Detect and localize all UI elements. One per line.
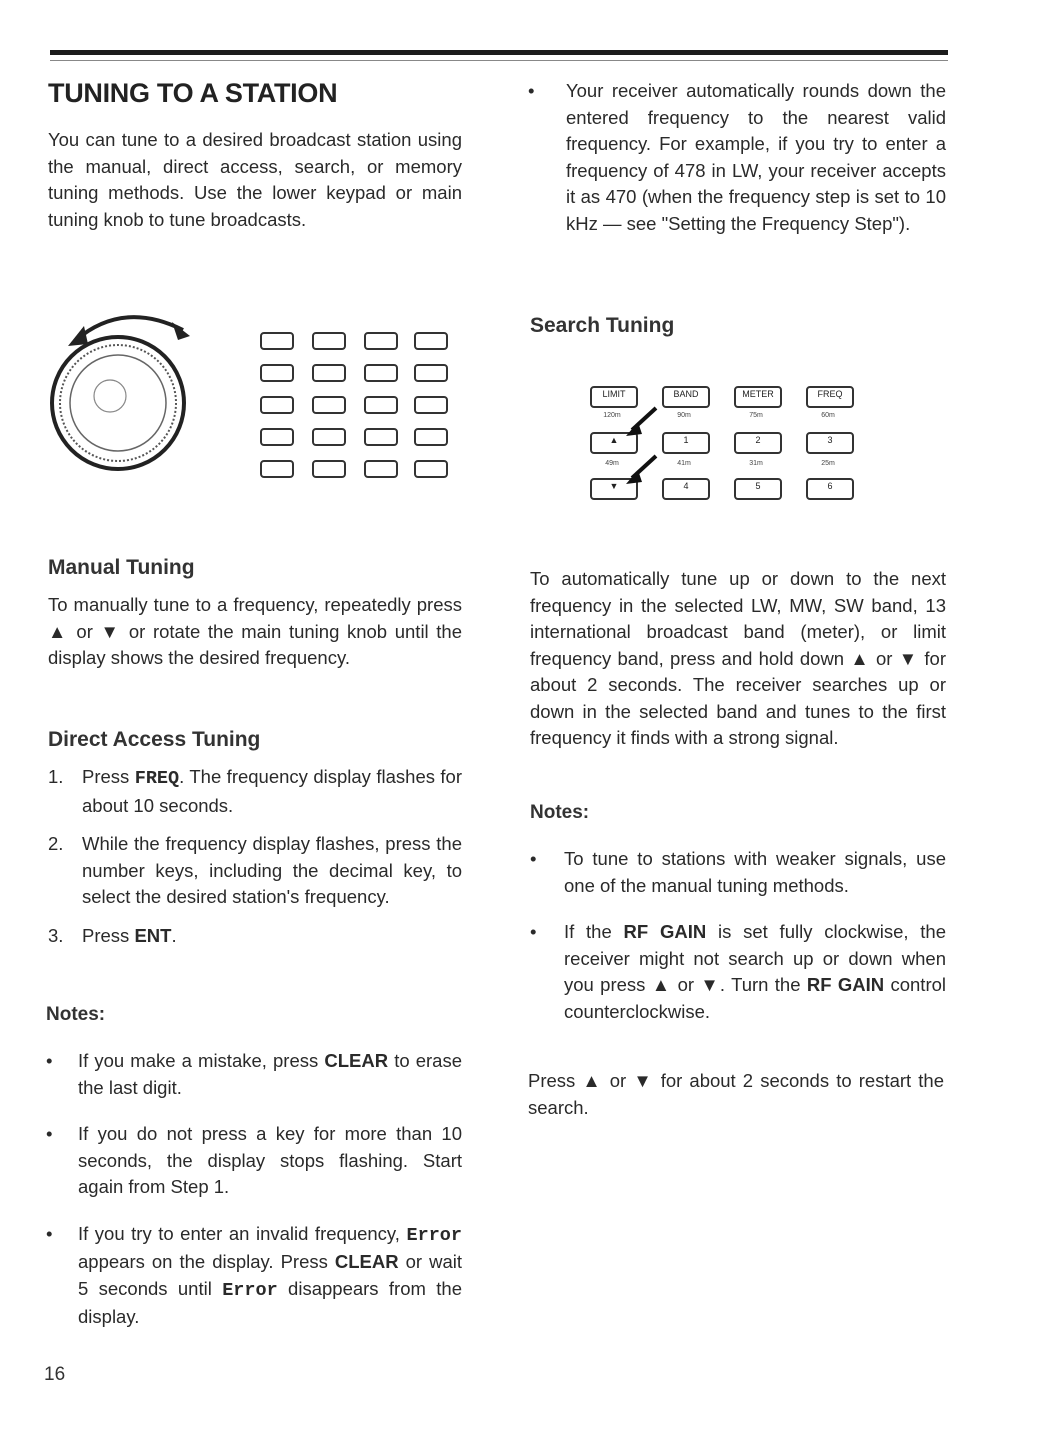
- note-item: [46, 1121, 462, 1201]
- up-arrow-icon: ▲: [609, 435, 619, 445]
- mini-key-2: [364, 364, 398, 382]
- note-text: If you make a mistake, press: [78, 1050, 325, 1071]
- clear-key-label: CLEAR: [334, 1251, 399, 1272]
- note-text: appears on the display. Press: [78, 1251, 335, 1272]
- step-text: . The frequency display flashes for about 10 seconds.: [82, 766, 462, 816]
- mini-key-up: [260, 364, 294, 382]
- direct-access-section: [48, 728, 462, 961]
- note-text: disappears from the display.: [78, 1277, 462, 1327]
- step-text: While the frequency display flashes, press the number keys, including the decimal key, to select the desired station's frequency.: [82, 833, 462, 907]
- band-label: 90m: [677, 412, 691, 419]
- band-label: 75m: [749, 412, 763, 419]
- band-label: 41m: [677, 460, 691, 467]
- freq-key-label: FREQ: [134, 768, 180, 789]
- key-down: [590, 478, 638, 500]
- search-tuning-heading: Search Tuning: [530, 314, 675, 337]
- step-number: 2.: [48, 833, 64, 854]
- mini-key-3: [414, 364, 448, 382]
- key-limit: [590, 386, 638, 408]
- left-notes-heading: Notes:: [46, 1004, 106, 1025]
- right-notes-section: [530, 802, 946, 1045]
- search-keypad-figure: [586, 378, 866, 508]
- band-label: 60m: [821, 412, 835, 419]
- mini-key-limit: [260, 332, 294, 350]
- page-number: 16: [44, 1364, 66, 1385]
- manual-tuning-text: To manually tune to a frequency, repeatedly press ▲ or ▼ or rotate the main tuning knob until the display shows the desired frequency.: [48, 594, 462, 668]
- note-item: [528, 78, 946, 237]
- key-5: [734, 478, 782, 500]
- key-label: 6: [827, 481, 833, 491]
- mini-key-1: [312, 364, 346, 382]
- right-notes-heading: Notes:: [530, 802, 590, 823]
- note-item: [530, 846, 946, 899]
- direct-access-steps: [48, 764, 462, 949]
- left-notes-list: [46, 1048, 462, 1331]
- mini-key-decimal: [364, 460, 398, 478]
- band-label: 120m: [603, 412, 621, 419]
- key-meter: [734, 386, 782, 408]
- note-text: If the: [564, 921, 624, 942]
- mini-key-6: [414, 396, 448, 414]
- key-label: 3: [827, 435, 833, 445]
- key-freq: [806, 386, 854, 408]
- mini-key-freq: [414, 332, 448, 350]
- step-number: 3.: [48, 924, 64, 946]
- restart-search-section: [528, 1068, 944, 1121]
- down-arrow-icon: ▼: [609, 481, 619, 491]
- mini-key-clear: [260, 428, 294, 446]
- mini-key-7: [312, 428, 346, 446]
- step-number: 1.: [48, 766, 64, 787]
- ent-key-label: ENT: [134, 924, 172, 946]
- rf-gain-label: RF GAIN: [806, 974, 885, 995]
- direct-access-heading: Direct Access Tuning: [48, 728, 261, 751]
- step-text: Press: [82, 766, 135, 787]
- mini-key-4: [312, 396, 346, 414]
- key-label: FREQ: [817, 389, 843, 399]
- band-label: 49m: [605, 460, 619, 467]
- intro-paragraph: You can tune to a desired broadcast station using the manual, direct access, search, or memory tuning methods. Use the lower keypad or main tuning knob to tune broadcasts.: [48, 129, 462, 230]
- mini-key-down: [260, 396, 294, 414]
- note-text: To tune to stations with weaker signals, use one of the manual tuning methods.: [564, 848, 946, 896]
- step-text: Press: [82, 924, 135, 946]
- manual-tuning-heading: Manual Tuning: [48, 556, 195, 579]
- step-1: [48, 764, 462, 819]
- key-label: 2: [755, 435, 761, 445]
- search-tuning-text: To automatically tune up or down to the next frequency in the selected LW, MW, SW band, 13 international broadcast band (meter), or limit frequency band, press and hold down ▲ or ▼ for about 2 seconds. The receiver searches up or down in the selected band and tunes to the first frequency it finds with a strong signal.: [530, 568, 946, 748]
- key-label: LIMIT: [602, 389, 626, 399]
- key-label: BAND: [673, 389, 699, 399]
- note-item: [46, 1221, 462, 1331]
- mini-key-0: [312, 460, 346, 478]
- clear-key-label: CLEAR: [324, 1050, 389, 1071]
- note-text: is set fully clockwise, the receiver might not search up or down when you press ▲ or ▼. Turn the: [564, 921, 946, 995]
- bullet-icon: •: [528, 80, 535, 101]
- key-4: [662, 478, 710, 500]
- note-text: control counterclockwise.: [564, 974, 946, 1022]
- key-label: 5: [755, 481, 761, 491]
- step-text: .: [171, 924, 177, 946]
- band-label: 25m: [821, 460, 835, 467]
- error-display-text: Error: [406, 1224, 462, 1246]
- bullet-icon: •: [46, 1050, 53, 1071]
- pointer-arrow-up: [632, 408, 656, 430]
- key-3: [806, 432, 854, 454]
- key-label: METER: [742, 389, 774, 399]
- step-2: [48, 831, 462, 911]
- left-notes-section: [46, 1004, 462, 1351]
- search-tuning-section: [530, 566, 946, 752]
- header-rule: [50, 50, 948, 55]
- mini-key-band: [312, 332, 346, 350]
- key-up: [590, 432, 638, 454]
- knob-keypad-figure: [48, 300, 462, 500]
- note-text: Your receiver automatically rounds down the entered frequency to the nearest valid frequency. For example, if you try to enter a frequency of 478 in LW, your receiver accepts it as 470 (when the frequency step is set to 10 kHz — see "Setting the Frequency Step").: [566, 80, 946, 234]
- restart-search-text: Press ▲ or ▼ for about 2 seconds to restart the search.: [528, 1070, 944, 1118]
- bullet-icon: •: [530, 848, 537, 869]
- key-band: [662, 386, 710, 408]
- band-label: 31m: [749, 460, 763, 467]
- search-tuning-heading-wrap: [530, 314, 946, 338]
- mini-key-ent: [414, 460, 448, 478]
- mini-key-5: [364, 396, 398, 414]
- note-text: If you try to enter an invalid frequency,: [78, 1222, 407, 1244]
- right-top-note: [528, 78, 946, 237]
- key-2: [734, 432, 782, 454]
- key-label: 1: [683, 435, 689, 445]
- key-label: 4: [683, 481, 689, 491]
- bullet-icon: •: [530, 921, 537, 942]
- mini-key-8: [364, 428, 398, 446]
- bullet-icon: •: [46, 1123, 53, 1144]
- mini-key-9: [414, 428, 448, 446]
- tuning-knob-illustration: [48, 300, 462, 500]
- left-column: [48, 78, 462, 233]
- right-notes-list: [530, 846, 946, 1025]
- mini-key-meter: [364, 332, 398, 350]
- rf-gain-label: RF GAIN: [623, 921, 707, 942]
- right-column: [528, 78, 946, 237]
- note-item: [530, 919, 946, 1025]
- key-1: [662, 432, 710, 454]
- note-text: to erase the last digit.: [78, 1050, 462, 1098]
- mini-key-ent-left: [260, 460, 294, 478]
- header-rule-thin: [50, 60, 948, 61]
- key-6: [806, 478, 854, 500]
- page-title: TUNING TO A STATION: [48, 78, 338, 108]
- note-text: If you do not press a key for more than 10 seconds, the display stops flashing. Start again from Step 1.: [78, 1123, 462, 1197]
- manual-tuning-section: [48, 556, 462, 672]
- note-item: [46, 1048, 462, 1101]
- note-text: or wait 5 seconds until: [78, 1251, 462, 1299]
- pointer-arrow-down: [632, 456, 656, 478]
- error-display-text: Error: [222, 1279, 278, 1301]
- step-3: [48, 923, 462, 950]
- bullet-icon: •: [46, 1222, 53, 1244]
